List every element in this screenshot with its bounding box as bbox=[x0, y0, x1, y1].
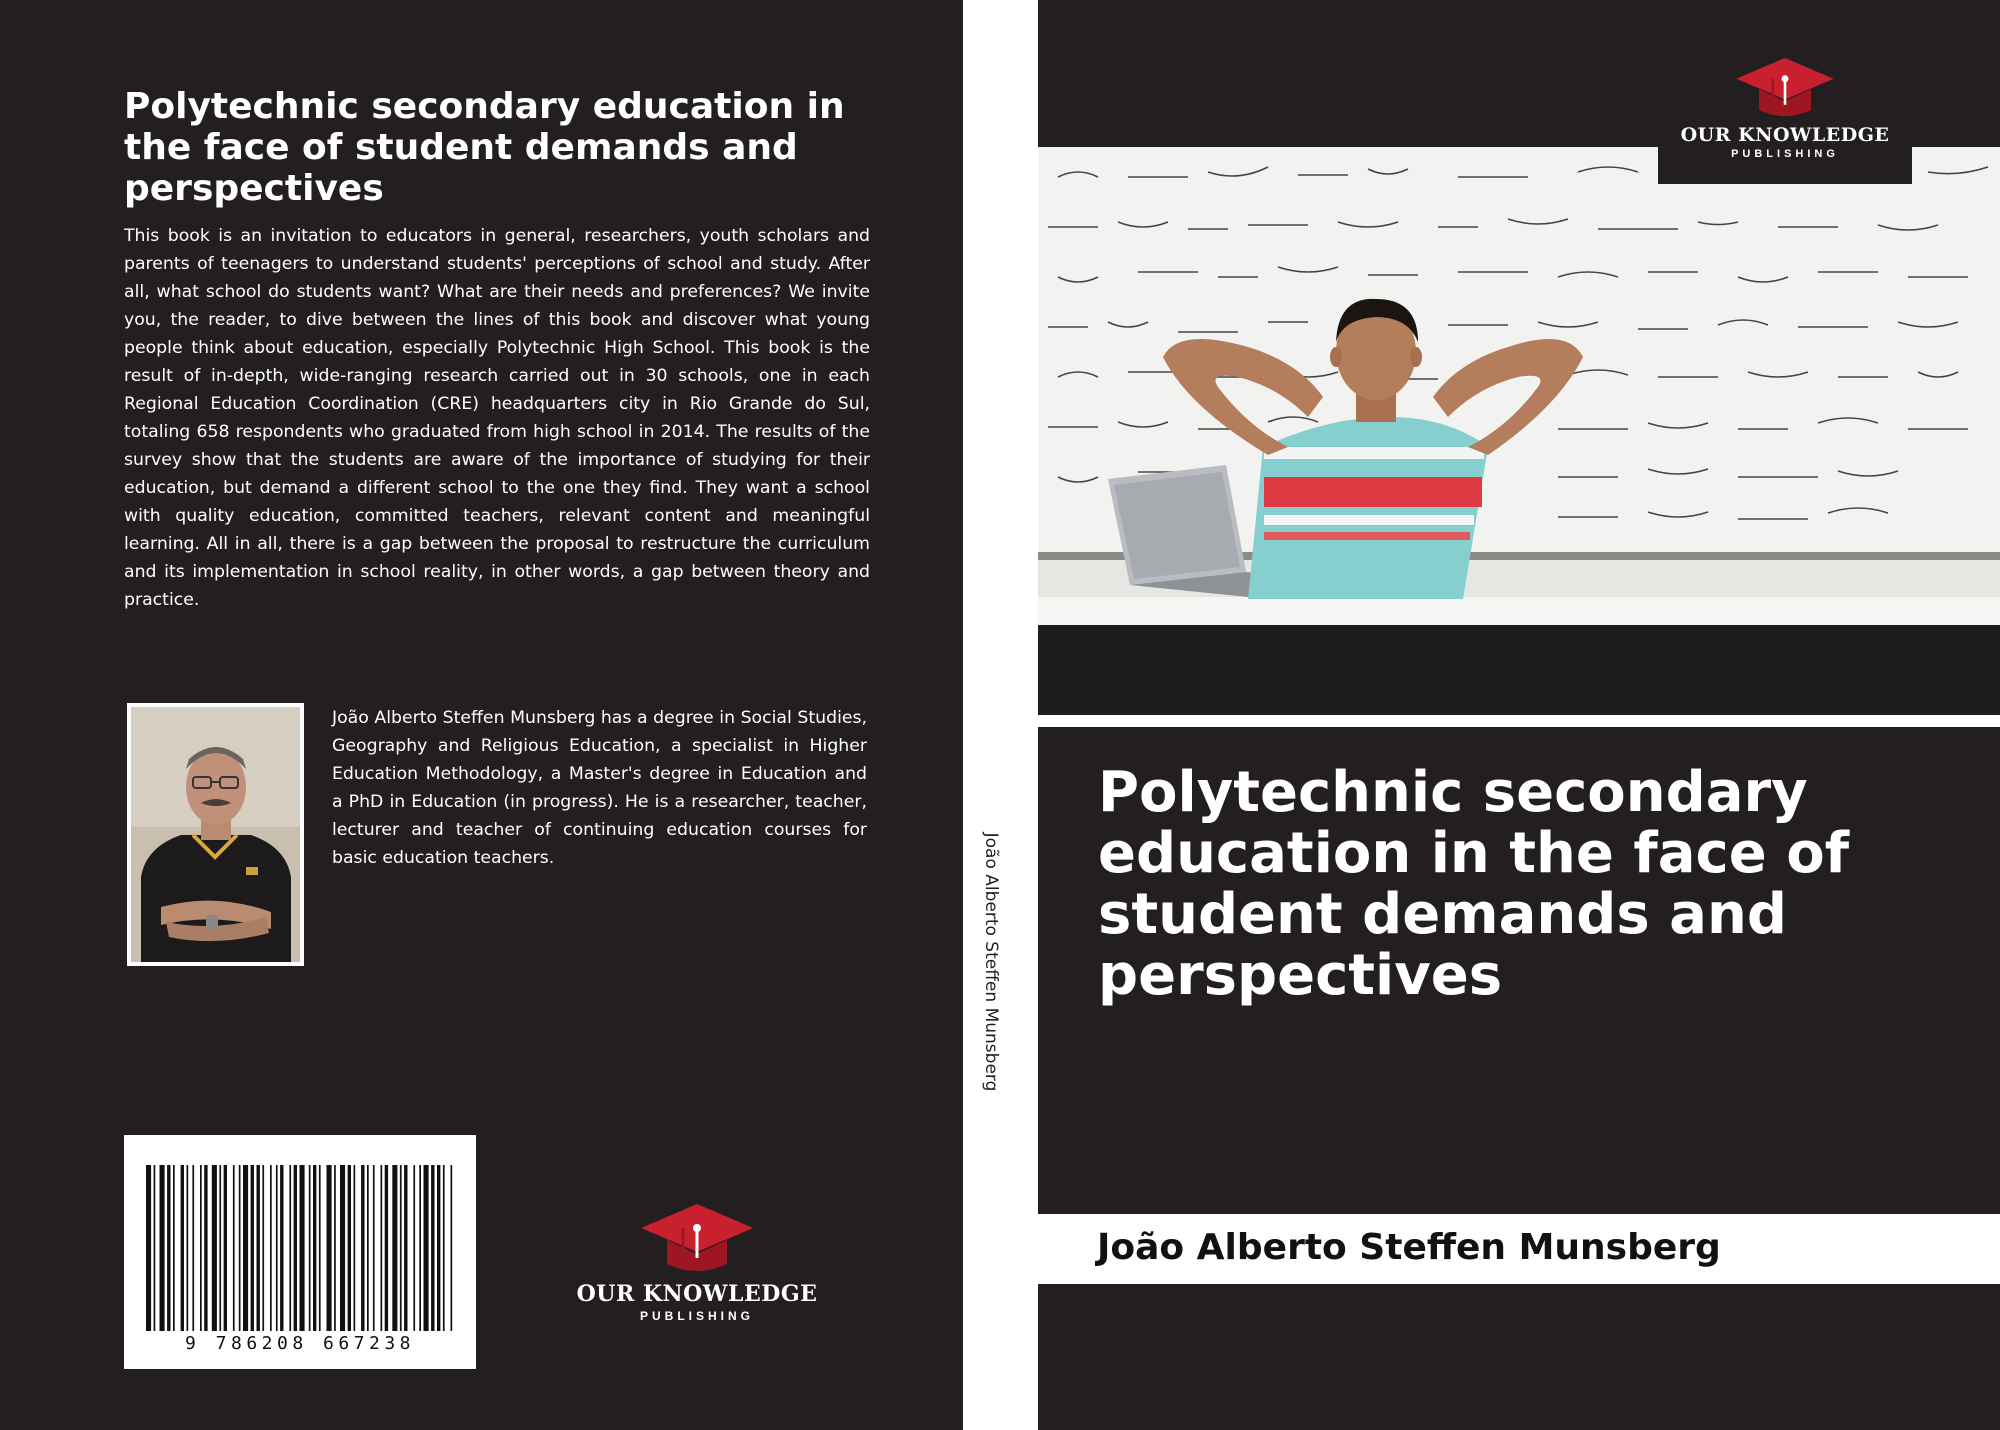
front-cover-author: João Alberto Steffen Munsberg bbox=[1097, 1227, 1721, 1268]
spine-author: João Alberto Steffen Munsberg bbox=[981, 832, 1001, 1092]
author-photo bbox=[127, 703, 304, 966]
barcode-bar bbox=[334, 1165, 336, 1331]
barcode-bar bbox=[262, 1165, 264, 1331]
barcode-bar bbox=[437, 1165, 440, 1331]
barcode-bar bbox=[367, 1165, 369, 1331]
barcode-bar bbox=[270, 1165, 272, 1331]
barcode-bar bbox=[348, 1165, 351, 1331]
barcode-bar bbox=[257, 1165, 260, 1331]
spine bbox=[963, 0, 1038, 1430]
barcode-bar bbox=[373, 1165, 375, 1331]
barcode-bar bbox=[212, 1165, 217, 1331]
barcode-bar bbox=[404, 1165, 407, 1331]
barcode-bar bbox=[385, 1165, 388, 1331]
barcode-bar bbox=[319, 1165, 321, 1331]
publisher-logo-back bbox=[572, 1200, 822, 1323]
barcode-bar bbox=[243, 1165, 248, 1331]
barcode-bar bbox=[192, 1165, 194, 1331]
barcode-bar bbox=[443, 1165, 445, 1331]
publisher-sub: PUBLISHING bbox=[639, 1309, 754, 1323]
cover-photo bbox=[1038, 147, 2000, 715]
isbn-barcode bbox=[124, 1135, 476, 1369]
barcode-bar bbox=[340, 1165, 345, 1331]
front-cover-title: Polytechnic secondary education in the face of student demands and perspectives bbox=[1098, 760, 1850, 1008]
barcode-bar bbox=[361, 1165, 364, 1331]
barcode-bar bbox=[251, 1165, 254, 1331]
back-cover bbox=[0, 0, 963, 1430]
barcode-bar bbox=[400, 1165, 402, 1331]
barcode-bar bbox=[294, 1165, 297, 1331]
barcode-bar bbox=[187, 1165, 189, 1331]
barcode-bar bbox=[313, 1165, 316, 1331]
barcode-bar bbox=[309, 1165, 311, 1331]
barcode-bar bbox=[224, 1165, 227, 1331]
barcode-bar bbox=[327, 1165, 332, 1331]
graduation-cap-icon bbox=[1733, 54, 1837, 120]
publisher-name: OUR KNOWLEDGE bbox=[576, 1281, 818, 1307]
publisher-sub: PUBLISHING bbox=[1731, 148, 1839, 160]
barcode-bar bbox=[239, 1165, 241, 1331]
barcode-bar bbox=[354, 1165, 356, 1331]
barcode-bar bbox=[289, 1165, 291, 1331]
barcode-bar bbox=[146, 1165, 151, 1331]
barcode-bar bbox=[173, 1165, 175, 1331]
barcode-bar bbox=[276, 1165, 278, 1331]
barcode-bar bbox=[219, 1165, 221, 1331]
publisher-logo-front bbox=[1658, 42, 1912, 184]
barcode-bar bbox=[204, 1165, 207, 1331]
publisher-name: OUR KNOWLEDGE bbox=[1680, 124, 1890, 146]
barcode-bar bbox=[413, 1165, 415, 1331]
barcode-bar bbox=[167, 1165, 170, 1331]
back-cover-blurb: This book is an invitation to educators in general, researchers, youth scholars and parents of teenagers to understand students' perceptions of school and study. After all, what school do students want? What are their needs and preferences? We invite you, the reader, to dive between the lines of this book and discover what young people think about education, especially Polytechnic High School. This book is the result of in-depth, wide-ranging research carried out in 30 schools, one in each Regional Education Coordination (CRE) headquarters city in Rio Grande do Sul, totaling 658 respondents who graduated from high school in 2014. The results of the survey show that the students are aware of the importance of studying for their education, but demand a different school to the one they find. They want a school with quality education, committed teachers, relevant content and meaningful learning. All in all, there is a gap between the proposal to restructure the curriculum and its implementation in school reality, in other words, a gap between theory and practice. bbox=[124, 226, 870, 610]
barcode-bar bbox=[392, 1165, 397, 1331]
barcode-bar bbox=[160, 1165, 165, 1331]
barcode-bar bbox=[154, 1165, 156, 1331]
barcode-bar bbox=[200, 1165, 202, 1331]
barcode-bar bbox=[381, 1165, 383, 1331]
front-cover-footer bbox=[1038, 1284, 2000, 1430]
barcode-bar bbox=[233, 1165, 235, 1331]
isbn-number: 9 786208 667238 bbox=[184, 1333, 416, 1354]
barcode-bar bbox=[431, 1165, 434, 1331]
graduation-cap-icon bbox=[637, 1200, 757, 1275]
back-cover-title: Polytechnic secondary education in the face of student demands and perspectives bbox=[124, 86, 845, 209]
barcode-bar bbox=[181, 1165, 184, 1331]
barcode-bar bbox=[424, 1165, 429, 1331]
barcode-bar bbox=[300, 1165, 305, 1331]
barcode-bar bbox=[280, 1165, 283, 1331]
barcode-bar bbox=[419, 1165, 421, 1331]
barcode-bar bbox=[451, 1165, 453, 1331]
author-bio: João Alberto Steffen Munsberg has a degree in Social Studies, Geography and Religious Education, a specialist in Higher Education Methodology, a Master's degree in Education and a PhD in Education (in progress). He is a researcher, teacher, lecturer and teacher of continuing education courses for basic education teachers. bbox=[332, 708, 867, 868]
